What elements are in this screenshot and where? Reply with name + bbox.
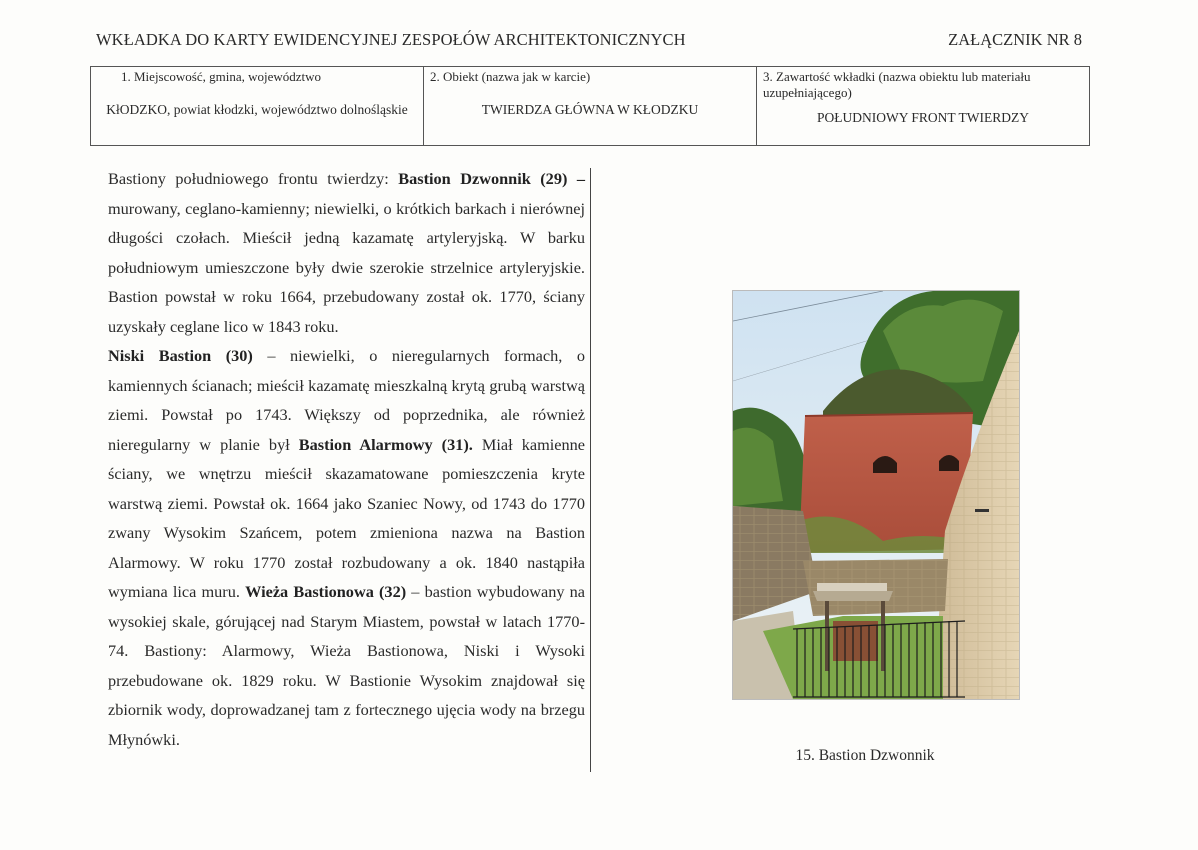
annex-label: ZAŁĄCZNIK NR 8 [948,30,1082,49]
text-run: murowany, ceglano-kamienny; niewielki, o krótkich barkach i nierównej długości czołach. Mieścił jedną kazamatę artyleryjską. W barku południowym umieszczone były dwie szerokie strzelnice artyleryjskie. Bastion powstał w roku 1664, przebudowany został ok. 1770, ściany uzyskały ceglane lico w 1843 roku. [108,198,585,336]
body-text [108,164,585,754]
cell-value: KłODZKO, powiat kłodzki, województwo dolnośląskie [106,102,408,117]
info-table [90,66,1090,146]
cell-value: POŁUDNIOWY FRONT TWIERDZY [817,110,1029,125]
table-cell-content [757,67,1089,145]
bastion-name: Wieża Bastionowa (32) [245,582,407,601]
photo-caption: 15. Bastion Dzwonnik [795,747,935,764]
text-run: – bastion wybudowany na wysokiej skale, górującej nad Starym Miastem, powstał w latach 1770-74. Bastiony: Alarmowy, Wieża Bastionowa, Niski i Wysoki przebudowane ok. 1829 roku. W Bastionie Wysokim znajdował się zbiornik wody, doprowadzanej tam z fortecznego ujęcia wody na brzegu Młynówki. [108,582,586,749]
column-divider [590,168,591,772]
cell-heading: 1. Miejscowość, gmina, województwo [121,69,322,84]
text-run: Miał kamienne ściany, we wnętrzu mieścił skazamatowane pomieszczenia kryte warstwą ziemi. Powstał ok. 1664 jako Szaniec Nowy, od 1743 do 1770 zwany Wysokim Szańcem, potem zmieniona nazwa na Bastion Alarmowy. W roku 1770 został rozbudowany a ok. 1840 nastąpiła wymiana lica muru. [108,434,585,601]
text-run: – niewielki, o nieregularnych formach, o kamiennych ścianach; mieścił kazamatę mieszkalną krytą grubą warstwą ziemi. Powstał po 1743. Większy od poprzednika, ale również nieregularny w planie był [108,346,585,454]
bastion-name: Bastion Dzwonnik (29) – [398,169,585,188]
bastion-name: Niski Bastion (30) [108,346,253,365]
bastion-photo [732,290,1020,700]
text-run: Bastiony południowego frontu twierdzy: [108,169,399,188]
cell-heading: 3. Zawartość wkładki (nazwa obiektu lub materiału uzupełniającego) [763,69,1031,100]
document-title: WKŁADKA DO KARTY EWIDENCYJNEJ ZESPOŁÓW ARCHITEKTONICZNYCH [96,30,686,49]
table-cell-object [424,67,757,145]
cell-heading: 2. Obiekt (nazwa jak w karcie) [430,69,591,84]
cell-value: TWIERDZA GŁÓWNA W KŁODZKU [481,102,699,117]
bastion-name: Bastion Alarmowy (31). [298,434,473,454]
table-cell-location [91,67,424,145]
